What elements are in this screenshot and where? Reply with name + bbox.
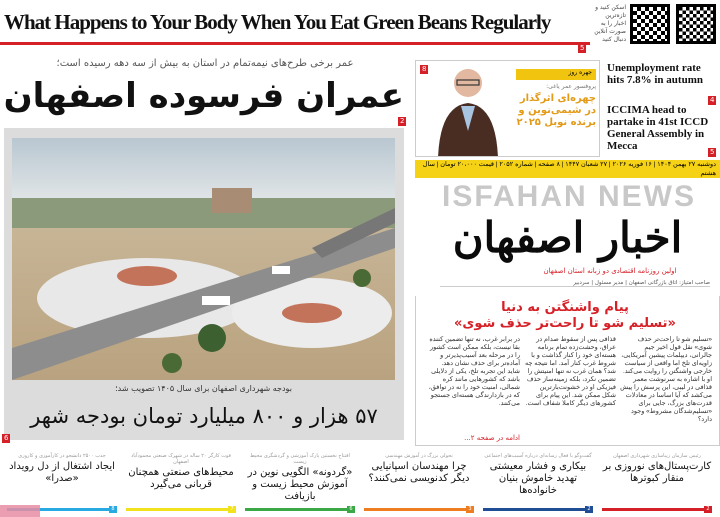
teaser-headline: کارت‌پستال‌های نوروزی بر منقار کبوترها: [602, 461, 712, 484]
teaser-headline: ایجاد اشتغال از دل رویداد «صدرا»: [9, 461, 115, 484]
masthead-tagline: اولین روزنامه اقتصادی دو زبانه استان اصفهان: [543, 267, 677, 275]
page-badge: 8: [422, 65, 427, 73]
feature-subtitle: پروفسور عمر یاغی:: [546, 83, 596, 90]
feature-title: چهره‌ای اثرگذار در شیمی‌نوین و برنده نوبل ۲۰۲۵: [516, 93, 596, 128]
page-badge: 6: [4, 434, 9, 442]
qr-caption: اسکن کنید و تازه‌ترین اخبار را به صورت آنلاین دنبال کنید: [594, 4, 626, 43]
teaser-item[interactable]: [126, 453, 236, 513]
qr-code-icon[interactable]: [676, 4, 716, 44]
news-photo[interactable]: [12, 138, 395, 380]
teaser-kicker: جذب ۲۵۰۰ دانشجو در کارآموزی و کاروزی: [18, 453, 106, 459]
teaser-kicker: افتتاح نخستین پارک آموزشی و گردشگری محیط زیست: [250, 453, 350, 465]
page-badge: 6: [347, 506, 355, 513]
teaser-color-bar: [364, 508, 474, 511]
article-column: قذافی پس از سقوط صدام در عراق، وحشت‌زده تمام برنامه هسته‌ای خود را کنار گذاشت و با شروط غرب کنار آمد. اما نتیجه چه شد؟ همان غرب نه تنها امنیتش را تضمین نکرد، بلکه زمینه‌ساز حذف فیزیکی او در خشونت‌بارترین شکل ممکن شد. این پیام برای کشورهای دیگر کاملا شفاف است.: [525, 336, 616, 407]
masthead-latin: ISFAHAN NEWS: [441, 180, 696, 213]
highway-interchange-illustration: [12, 138, 395, 380]
top-banner[interactable]: [0, 0, 590, 52]
page-badge: 4: [710, 96, 715, 104]
teaser-headline: «گردونه» الگویی نوین در آموزش محیط زیست و بازیافت: [247, 467, 353, 502]
teaser-item[interactable]: [602, 453, 712, 513]
photo-headline[interactable]: ۵۷ هزار و ۸۰۰ میلیارد تومان بودجه شهر: [30, 404, 378, 428]
lead-kicker: عمر برخی طرح‌های نیمه‌تمام در استان به بیش از سه دهه رسیده است؛: [56, 58, 354, 69]
article-column: در برابر غرب، نه تنها تضمین کننده بقا نیست، بلکه ممکن است کشور را در مرحله بعد آسیب‌پذیرتر و آماده‌تر برای حذف نشان دهد. شاید این تجربه تلخ، یکی از دلایلی باشد که کشورهایی مانند کره شمالی، امنیت خود را نه در توافق، که در بازدارندگی هسته‌ای جستجو می‌کنند.: [428, 336, 520, 407]
feature-box[interactable]: [415, 60, 600, 157]
lead-headline[interactable]: عمران فرسوده اصفهان: [3, 76, 404, 116]
page-badge: 5: [580, 44, 585, 52]
teaser-color-bar: [602, 508, 712, 511]
date-bar: دوشنبه ۲۷ بهمن ۱۴۰۴ | ۱۶ فوریه ۲۰۲۶ | ۲۷ شعبان ۱۴۴۷ | ۸ صفحه | شماره ۲۰۵۲ | قیمت ۲۰،۰۰۰ تومان | سال هشتم: [415, 160, 720, 178]
teaser-color-bar: [245, 508, 355, 511]
teaser-color-bar: [126, 508, 236, 511]
teaser-kicker: گفت‌وگو با فعال رسانه‌ای درباره آسیب‌های اجتماعی: [484, 453, 592, 459]
teaser-headline: بیکاری و فشار معیشتی تهدید خاموش بنیان خانواده‌ها: [489, 461, 587, 496]
feature-tag: جهره روز: [516, 69, 596, 80]
teaser-headline: چرا مهندسان اسپانیایی دیگر کدنویسی نمی‌کنند؟: [368, 461, 470, 484]
watermark-logo: [0, 505, 40, 517]
page-badge: 2: [400, 117, 405, 125]
banner-headline[interactable]: What Happens to Your Body When You Eat Green Beans Regularly: [4, 10, 551, 34]
teaser-kicker: تحولی بزرگ در آموزش مهندسی: [385, 453, 453, 459]
teaser-kicker: رئیس سازمان زیباسازی شهرداری اصفهان: [613, 453, 701, 459]
page-badge: 5: [710, 148, 715, 156]
continued-link[interactable]: ادامه در صفحه ۲...: [464, 434, 520, 442]
teaser-item[interactable]: [245, 453, 355, 513]
teaser-item[interactable]: [483, 453, 593, 513]
article-subtitle[interactable]: «تسلیم شو تا راحت‌تر حذف شوی»: [454, 316, 676, 331]
page-badge: 7: [228, 506, 236, 513]
page-badge: 8: [109, 506, 117, 513]
masthead-logo: اخبار اصفهان: [452, 213, 683, 262]
person-portrait-icon: [428, 61, 500, 157]
teaser-item[interactable]: [364, 453, 474, 513]
page-badge: 2: [704, 506, 712, 513]
photo-caption: بودجه شهرداری اصفهان برای سال ۱۴۰۵ تصویب شد؛: [115, 384, 292, 393]
page-badge: 2: [585, 506, 593, 513]
teaser-color-bar: [483, 508, 593, 511]
article-title[interactable]: پیام واشنگتن به دنیا: [501, 300, 629, 315]
qr-code-icon[interactable]: [630, 4, 670, 44]
teaser-headline: محیط‌های صنعتی همچنان قربانی می‌گیرد: [128, 467, 234, 490]
english-headline[interactable]: ICCIMA head to partake in 41st ICCD General Assembly in Mecca: [607, 104, 709, 152]
masthead-publisher: صاحب امتیاز: اتاق بازرگانی اصفهان | مدیر مسئول | سردبیر: [440, 280, 710, 287]
teaser-item[interactable]: [7, 453, 117, 513]
article-column: «تسلیم شو تا راحت‌تر حذف شوی» نقل قول اخیر جیم جالرانی، دیپلمات پیشین آمریکایی، زاویه‌ای تلخ اما واقعی از سیاست خارجی واشنگتن را روایت می‌کند. او با اشاره به سرنوشت معمر قذافی در لیبی، این پرسش را پیش می‌کشد که آیا اساسا در معادلات قدرت‌های بزرگ، جایی برای «تسلیم‌شدگان مشروط» وجود دارد؟: [620, 336, 712, 423]
banner-divider: [0, 42, 590, 45]
english-headline[interactable]: Unemployment rate hits 7.8% in autumn: [607, 62, 703, 86]
page-badge: 3: [466, 506, 474, 513]
teaser-kicker: فوت کارگر ۲۰ ساله در شهرک صنعتی محمودآباد اصفهان: [131, 453, 231, 465]
